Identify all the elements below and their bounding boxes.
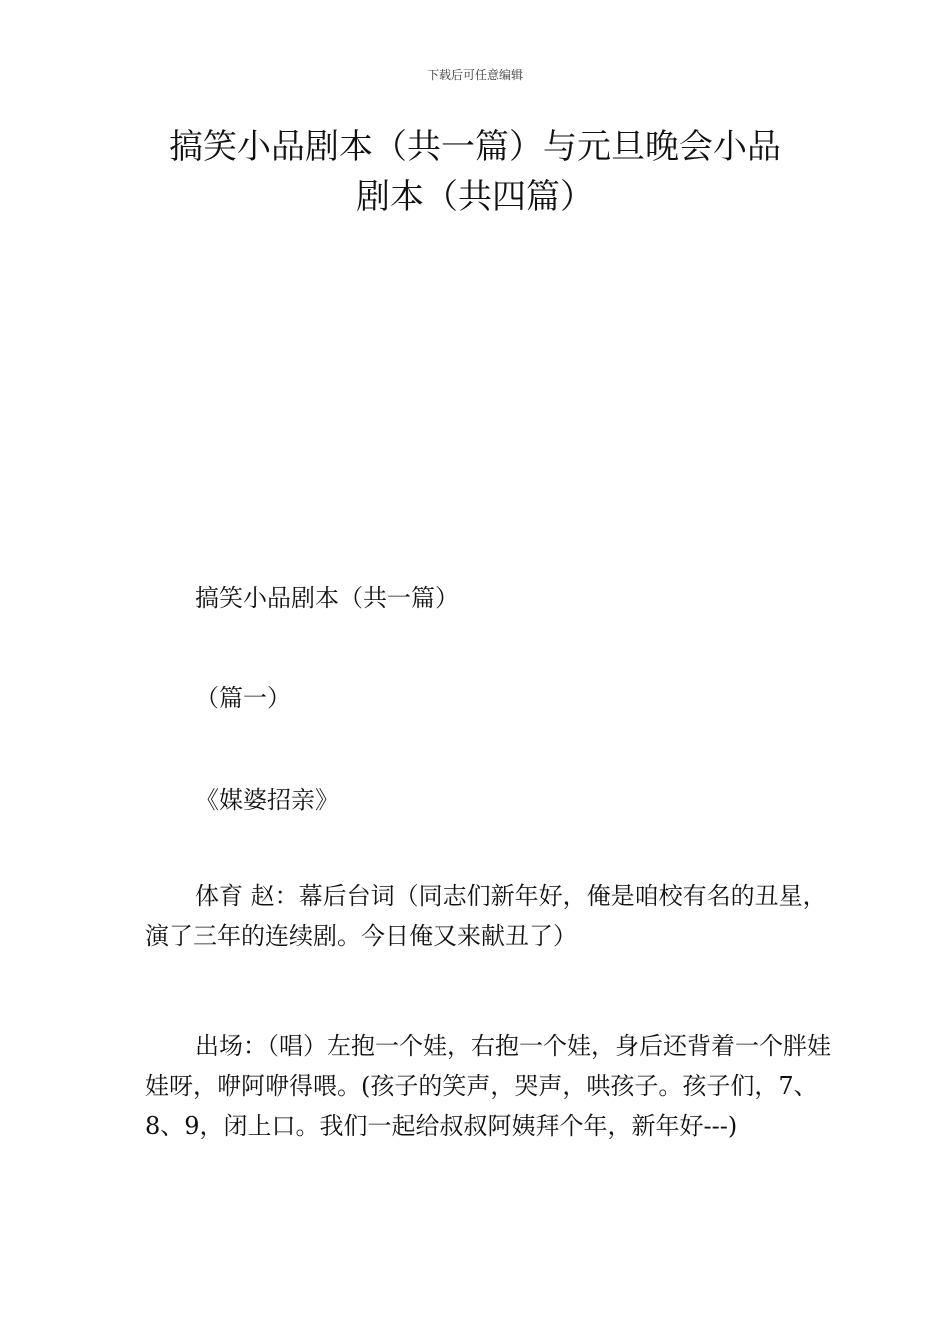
document-title-line-1: 搞笑小品剧本（共一篇）与元旦晚会小品 [169,127,781,167]
part-label: （篇一） [195,684,291,712]
skit-title: 《媒婆招亲》 [195,786,339,814]
section-heading: 搞笑小品剧本（共一篇） [195,584,459,612]
paragraph-entrance: 出场：（唱）左抱一个娃，右抱一个娃，身后还背着一个胖娃娃呀，咿阿咿得喂。(孩子的笑声，哭声，哄孩子。孩子们，7、8、9，闭上口。我们一起给叔叔阿姨拜个年，新年好---) [145,1032,831,1140]
page-header-note: 下载后可任意编辑 [426,68,523,82]
paragraph-intro: 体育 赵：幕后台词（同志们新年好，俺是咱校有名的丑星，演了三年的连续剧。今日俺又来献丑了） [145,882,827,950]
document-title-line-2: 剧本（共四篇） [356,177,594,217]
document-title [140,122,810,222]
